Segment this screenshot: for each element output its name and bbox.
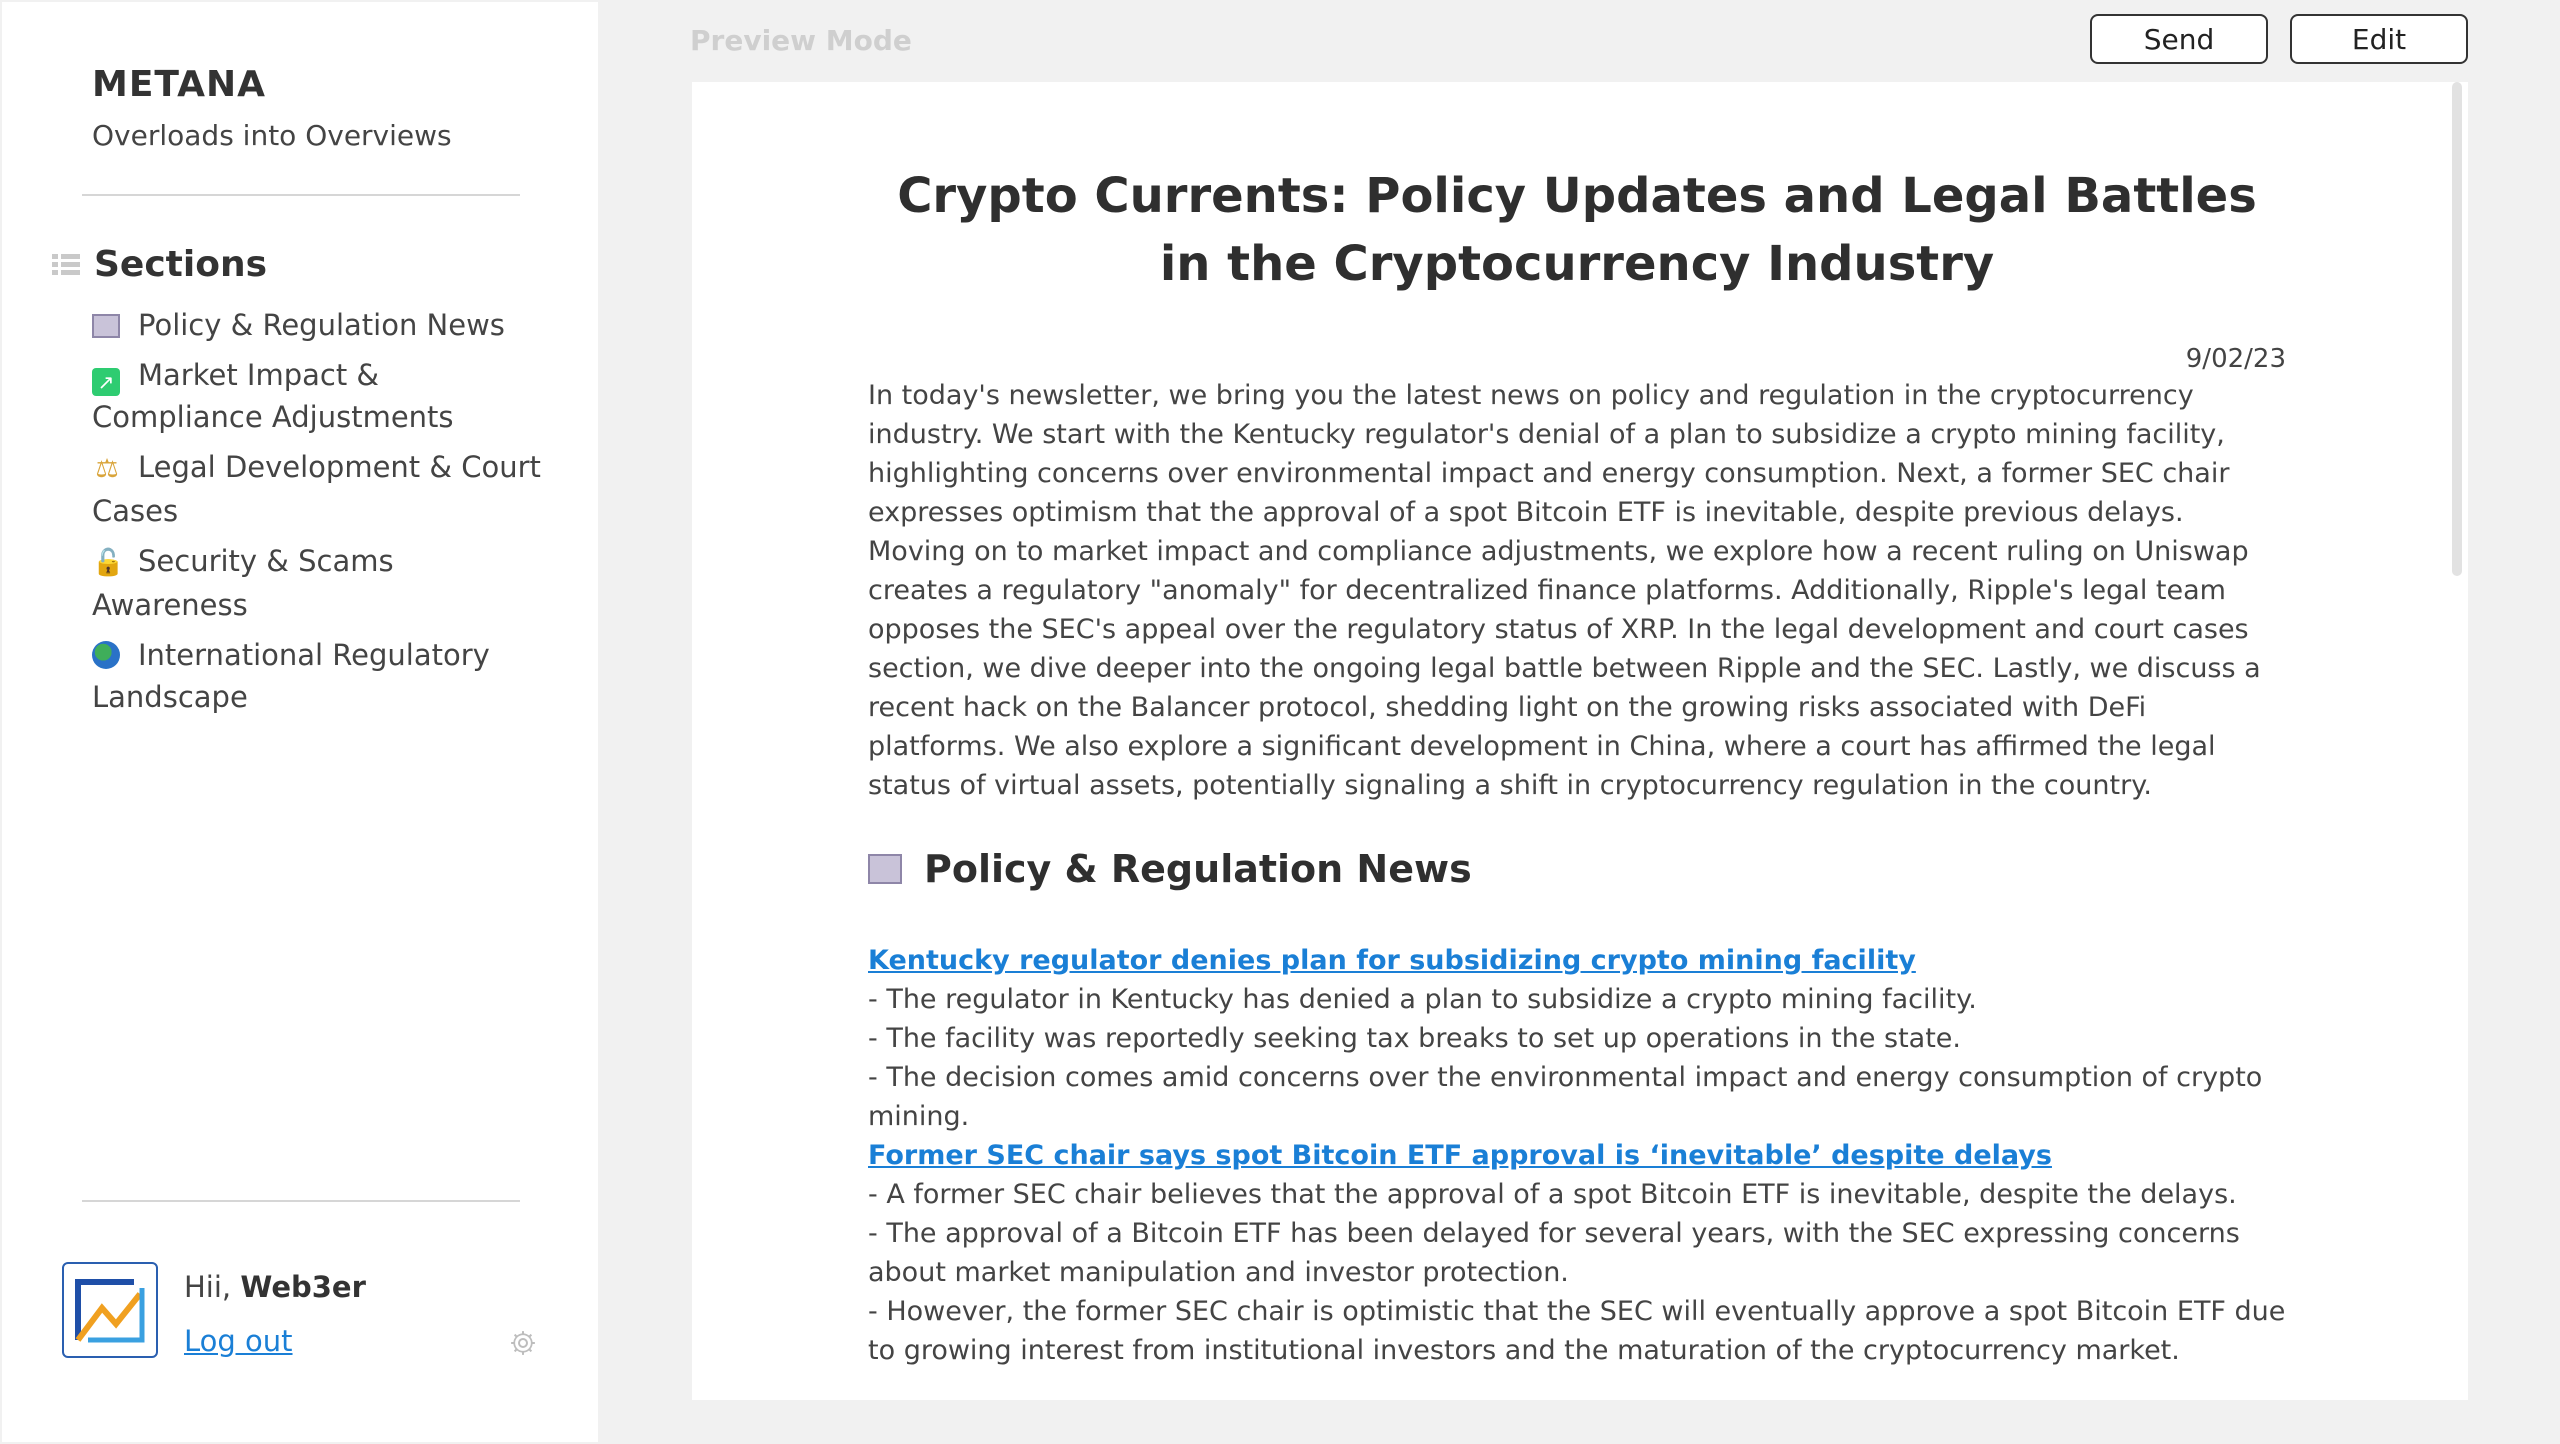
greeting-text: Hii, (184, 1270, 232, 1304)
globe-icon (92, 641, 120, 669)
open-lock-icon: 🔓 (92, 548, 125, 578)
sidebar-item-policy-regulation[interactable] (92, 304, 552, 346)
section-heading-text: Policy & Regulation News (924, 847, 1472, 891)
newspaper-icon (868, 854, 902, 884)
send-button[interactable]: Send (2090, 14, 2268, 64)
scrollbar[interactable] (2452, 82, 2462, 576)
article-bullet: - The decision comes amid concerns over the environmental impact and energy consumption of crypto mining. (868, 1062, 2263, 1132)
user-panel (62, 1262, 562, 1382)
sidebar-divider (82, 194, 520, 196)
sections-header (52, 244, 267, 285)
article-bullet: - The facility was reportedly seeking tax breaks to set up operations in the state. (868, 1023, 1961, 1054)
sidebar-item-security-scams[interactable] (92, 540, 552, 626)
newspaper-icon (92, 314, 120, 338)
article-link[interactable]: Former SEC chair says spot Bitcoin ETF approval is ‘inevitable’ despite delays (868, 1140, 2052, 1171)
brand-name: METANA (92, 64, 267, 105)
intro-paragraph: In today's newsletter, we bring you the latest news on policy and regulation in the cryptocurrency industry. We start with the Kentucky regulator's denial of a plan to subsidize a crypto mining facility, highlighting concerns over environmental impact and energy consumption. Next, a former SEC chair expresses optimism that the approval of a spot Bitcoin ETF is inevitable, despite previous delays. Moving on to market impact and compliance adjustments, we explore how a recent ruling on Uniswap creates a regulatory "anomaly" for decentralized finance platforms. Additionally, Ripple's legal team opposes the SEC's appeal over the regulatory status of XRP. In the legal development and court cases section, we dive deeper into the ongoing legal battle between Ripple and the SEC. Lastly, we discuss a recent hack on the Balancer protocol, shedding light on the growing risks associated with DeFi platforms. We also explore a significant development in China, where a court has affirmed the legal status of virtual assets, potentially signaling a shift in cryptocurrency regulation in the country. (868, 380, 2261, 801)
sidebar-item-label: Security & Scams Awareness (92, 544, 394, 622)
sidebar-item-market-impact[interactable] (92, 354, 552, 438)
sidebar-item-label: Market Impact & Compliance Adjustments (92, 358, 454, 434)
list-icon (52, 254, 80, 276)
sidebar-item-legal-development[interactable] (92, 446, 552, 532)
document-preview (692, 82, 2468, 1400)
brand-tagline: Overloads into Overviews (92, 119, 452, 152)
sections-title: Sections (94, 244, 268, 285)
brand (92, 64, 452, 152)
document-title: Crypto Currents: Policy Updates and Legal Battles in the Cryptocurrency Industry (897, 168, 2257, 292)
user-name: Web3er (240, 1270, 366, 1304)
logout-link[interactable]: Log out (184, 1324, 293, 1358)
chart-increasing-icon: ↗ (92, 368, 120, 396)
sidebar-item-label: Legal Development & Court Cases (92, 450, 541, 528)
section-heading (868, 847, 2286, 891)
article-bullet: - However, the former SEC chair is optimistic that the SEC will eventually approve a spot Bitcoin ETF due to growing interest from institutional investors and the maturation of the cryptocurrency market. (868, 1296, 2286, 1366)
balance-scale-icon: ⚖ (95, 454, 119, 484)
sidebar-item-label: International Regulatory Landscape (92, 638, 490, 714)
article (868, 1136, 2286, 1370)
sidebar (2, 2, 598, 1442)
document-content (868, 162, 2286, 1370)
sidebar-divider (82, 1200, 520, 1202)
sections-nav (92, 304, 552, 726)
document-date: 9/02/23 (2185, 344, 2286, 374)
edit-button[interactable]: Edit (2290, 14, 2468, 64)
article-bullet: - The approval of a Bitcoin ETF has been delayed for several years, with the SEC expressing concerns about market manipulation and investor protection. (868, 1218, 2240, 1288)
article-bullet: - The regulator in Kentucky has denied a plan to subsidize a crypto mining facility. (868, 984, 1977, 1015)
article (868, 941, 2286, 1136)
gear-icon[interactable] (508, 1328, 538, 1358)
sidebar-item-international[interactable] (92, 634, 552, 718)
article-bullet: - A former SEC chair believes that the approval of a spot Bitcoin ETF is inevitable, despite the delays. (868, 1179, 2237, 1210)
avatar (62, 1262, 158, 1358)
sidebar-item-label: Policy & Regulation News (138, 308, 505, 342)
user-greeting (184, 1270, 366, 1304)
preview-mode-label: Preview Mode (690, 24, 912, 57)
article-link[interactable]: Kentucky regulator denies plan for subsidizing crypto mining facility (868, 945, 1916, 976)
